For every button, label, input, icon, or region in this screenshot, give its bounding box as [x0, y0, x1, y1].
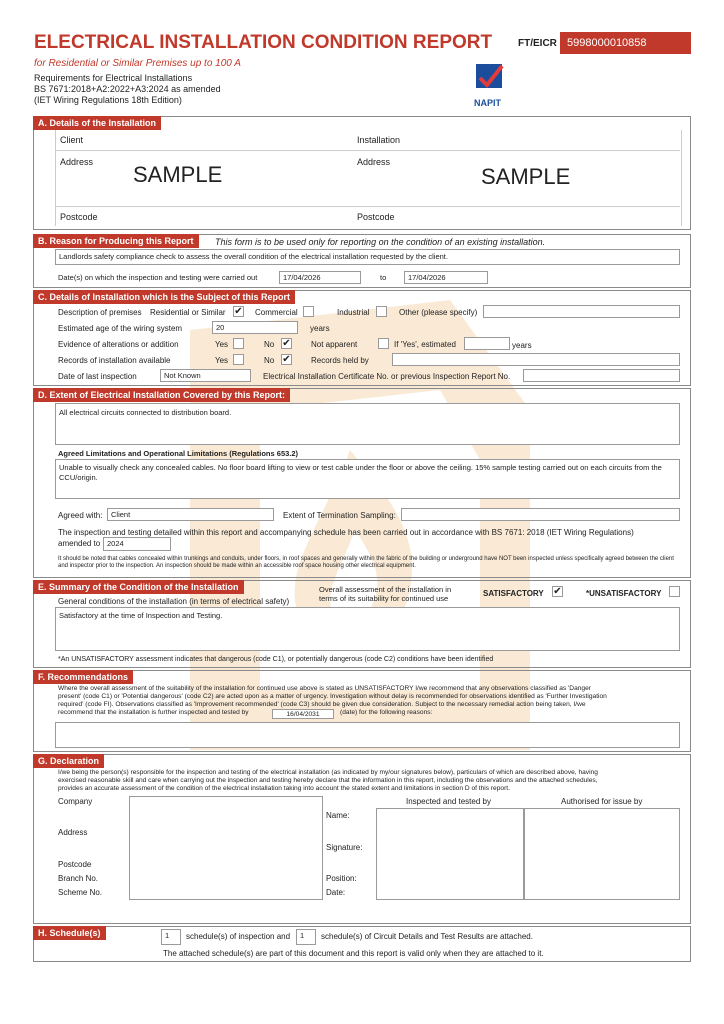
report-subtitle: for Residential or Similar Premises up to 100 A [34, 58, 241, 69]
divider [55, 206, 680, 207]
limitations-field[interactable]: Unable to visually check any concealed cables. No floor board lifting to view or test cable under the floor or above the ceiling. 15% sample testing carried out on each circuits from the CCU/origin. [55, 459, 680, 499]
amended-to-label: amended to [58, 539, 101, 548]
alterations-no-checkbox[interactable]: ✔ [282, 338, 291, 349]
accordance-statement: The inspection and testing detailed within this report and accompanying schedule has been carried out in accordance with BS 7671: 2018 (IET Wiring Regulations) [58, 528, 634, 537]
unsatisfactory-checkbox[interactable] [669, 586, 680, 597]
reasons-field[interactable] [55, 722, 680, 748]
last-inspection-field[interactable]: Not Known [160, 369, 251, 382]
next-inspection-date-field[interactable]: 16/04/2031 [272, 709, 334, 719]
installation-address-sample: SAMPLE [481, 164, 571, 189]
limitations-title: Agreed Limitations and Operational Limitations (Regulations 653.2) [58, 449, 299, 458]
installation-address-label: Address [357, 157, 391, 167]
client-address-sample: SAMPLE [133, 162, 223, 187]
ref-number: 5998000010858 [567, 37, 647, 49]
commercial-checkbox[interactable] [303, 306, 314, 317]
date-to-field[interactable]: 17/04/2026 [404, 271, 488, 284]
extent-field[interactable]: All electrical circuits connected to distribution board. [55, 403, 680, 445]
general-condition-field[interactable]: Satisfactory at the time of Inspection and Testing. [55, 607, 680, 651]
industrial-checkbox[interactable] [376, 306, 387, 317]
installation-label: Installation [357, 135, 401, 145]
residential-label: Residential or Similar [150, 308, 226, 317]
alterations-no-label: No [264, 340, 275, 349]
to-label: to [380, 273, 387, 282]
company-postcode-label: Postcode [58, 860, 92, 869]
schedules-text-2: schedule(s) of Circuit Details and Test Results are attached. [321, 932, 533, 941]
certificate-label: Electrical Installation Certificate No. or previous Inspection Report No. [263, 372, 511, 381]
ref-label: FT/EICR [518, 38, 557, 49]
requirements-line-3: (IET Wiring Regulations 18th Edition) [34, 95, 182, 105]
napit-logo-text: NAPIT [474, 98, 501, 108]
termination-field[interactable] [401, 508, 680, 521]
agreed-with-field[interactable]: Client [107, 508, 274, 521]
alterations-yes-label: Yes [215, 340, 229, 349]
satisfactory-label: SATISFACTORY [483, 589, 544, 598]
records-yes-label: Yes [215, 356, 229, 365]
section-g-title: G. Declaration [33, 754, 104, 768]
company-address-label: Address [58, 828, 88, 837]
unsatisfactory-footnote: *An UNSATISFACTORY assessment indicates that dangerous (code C1), or potentially dangerous (code C2) conditions have been identified [58, 656, 494, 663]
signature-label: Signature: [326, 843, 363, 852]
termination-label: Extent of Termination Sampling: [283, 511, 396, 520]
section-f-title: F. Recommendations [33, 670, 133, 684]
records-yes-checkbox[interactable] [233, 354, 244, 365]
recommendations-text-2: present' (code C1) or 'Potential dangerous' (code C2) are acted upon as a matter of urgency. Investigation without delay is recommended for observations identified as 'Further Investigation [58, 693, 607, 700]
authorised-by-heading: Authorised for issue by [561, 797, 643, 806]
not-apparent-label: Not apparent [311, 340, 358, 349]
unsatisfactory-label: *UNSATISFACTORY [586, 589, 662, 598]
recommendations-text-1: Where the overall assessment of the suitability of the installation for continued use above is stated as UNSATISFACTORY I/we recommend that any observations classified as 'Danger [58, 685, 591, 692]
recommendations-text-3: required' (code FI). Observations classified as 'Improvement recommended' (code C3) should be given due consideration. Subject to the necessary remedial action being taken, I/we [58, 701, 586, 708]
if-yes-label: If 'Yes', estimated [394, 340, 456, 349]
concealed-cables-note: It should be noted that cables concealed within trunkings and conduits, under floors, in roof spaces and generally within the fabric of the building or underground have NOT been inspected unless specifically agreed between the client and inspector prior to the inspection. An inspection should be made within an accessible roof space housing other electrical equipment. [58, 556, 674, 569]
authoriser-details-field[interactable] [524, 808, 680, 900]
alterations-years-field[interactable] [464, 337, 510, 350]
inspection-schedules-count[interactable]: 1 [161, 929, 181, 945]
industrial-label: Industrial [337, 308, 370, 317]
reason-field[interactable]: Landlords safety compliance check to assess the overall condition of the electrical installation requested by the client. [55, 249, 680, 265]
last-inspection-label: Date of last inspection [58, 372, 137, 381]
records-no-checkbox[interactable]: ✔ [282, 354, 291, 365]
wiring-age-field[interactable]: 20 [212, 321, 298, 334]
amended-to-field[interactable]: 2024 [103, 537, 171, 551]
divider [55, 150, 680, 151]
branch-label: Branch No. [58, 874, 99, 883]
other-field[interactable] [483, 305, 680, 318]
not-apparent-checkbox[interactable] [378, 338, 389, 349]
years-label: years [310, 324, 330, 333]
date-from-field[interactable]: 17/04/2026 [279, 271, 361, 284]
certificate-field[interactable] [523, 369, 680, 382]
premises-label: Description of premises [58, 308, 142, 317]
recommendations-text-5: (date) for the following reasons: [340, 709, 433, 716]
schedules-text-1: schedule(s) of inspection and [186, 932, 291, 941]
section-a-title: A. Details of the Installation [33, 116, 161, 130]
name-label: Name: [326, 811, 350, 820]
circuit-schedules-count[interactable]: 1 [296, 929, 316, 945]
section-b-note: This form is to be used only for reporting on the condition of an existing installation. [215, 237, 546, 247]
declaration-text-1: I/we being the person(s) responsible for the inspection and testing of the electrical installation (as indicated by my/our signatures below), particulars of which are described above, having [58, 769, 598, 776]
position-label: Position: [326, 874, 357, 883]
section-d-title: D. Extent of Electrical Installation Covered by this Report: [33, 388, 290, 402]
installation-postcode-label: Postcode [357, 212, 395, 222]
alterations-yes-checkbox[interactable] [233, 338, 244, 349]
commercial-label: Commercial [255, 308, 298, 317]
section-e-title: E. Summary of the Condition of the Installation [33, 580, 244, 594]
section-c-title: C. Details of Installation which is the Subject of this Report [33, 290, 295, 304]
client-address-label: Address [60, 157, 94, 167]
alterations-years-label: years [512, 341, 532, 350]
agreed-with-label: Agreed with: [58, 511, 103, 520]
satisfactory-checkbox[interactable]: ✔ [553, 586, 562, 597]
inspected-by-heading: Inspected and tested by [406, 797, 491, 806]
client-label: Client [60, 135, 84, 145]
inspector-details-field[interactable] [376, 808, 524, 900]
date-label: Date: [326, 888, 346, 897]
general-condition-label: General conditions of the installation (in terms of electrical safety) [58, 597, 290, 606]
declaration-text-3: provides an accurate assessment of the condition of the electrical installation taking into account the stated extent and limitations in section D of this report. [58, 785, 510, 792]
section-b-title: B. Reason for Producing this Report [33, 234, 199, 248]
scheme-label: Scheme No. [58, 888, 103, 897]
records-held-field[interactable] [392, 353, 680, 366]
report-title: ELECTRICAL INSTALLATION CONDITION REPORT [34, 32, 493, 53]
records-no-label: No [264, 356, 275, 365]
company-details-field[interactable] [129, 796, 323, 900]
section-h-title: H. Schedule(s) [33, 926, 106, 940]
recommendations-text-4: recommend that the installation is further inspected and tested by [58, 709, 249, 716]
declaration-text-2: exercised reasonable skill and care when carrying out the inspection and testing hereby declare that the information in this report, including the observations and the attached schedules, [58, 777, 598, 784]
residential-checkbox[interactable]: ✔ [234, 306, 243, 317]
overall-assessment-label: Overall assessment of the installation in terms of its suitability for continued use [319, 585, 452, 603]
client-postcode-label: Postcode [60, 212, 98, 222]
schedules-validity-text: The attached schedule(s) are part of this document and this report is valid only when they are attached to it. [163, 949, 544, 958]
company-label: Company [58, 797, 93, 806]
alterations-label: Evidence of alterations or addition [58, 340, 179, 349]
other-label: Other (please specify) [399, 308, 478, 317]
records-held-label: Records held by [311, 356, 369, 365]
records-label: Records of installation available [58, 356, 171, 365]
requirements-line-2: BS 7671:2018+A2:2022+A3:2024 as amended [34, 84, 221, 94]
dates-label: Date(s) on which the inspection and testing were carried out [58, 273, 258, 282]
napit-logo [472, 62, 508, 94]
wiring-age-label: Estimated age of the wiring system [58, 324, 183, 333]
requirements-line-1: Requirements for Electrical Installations [34, 73, 193, 83]
